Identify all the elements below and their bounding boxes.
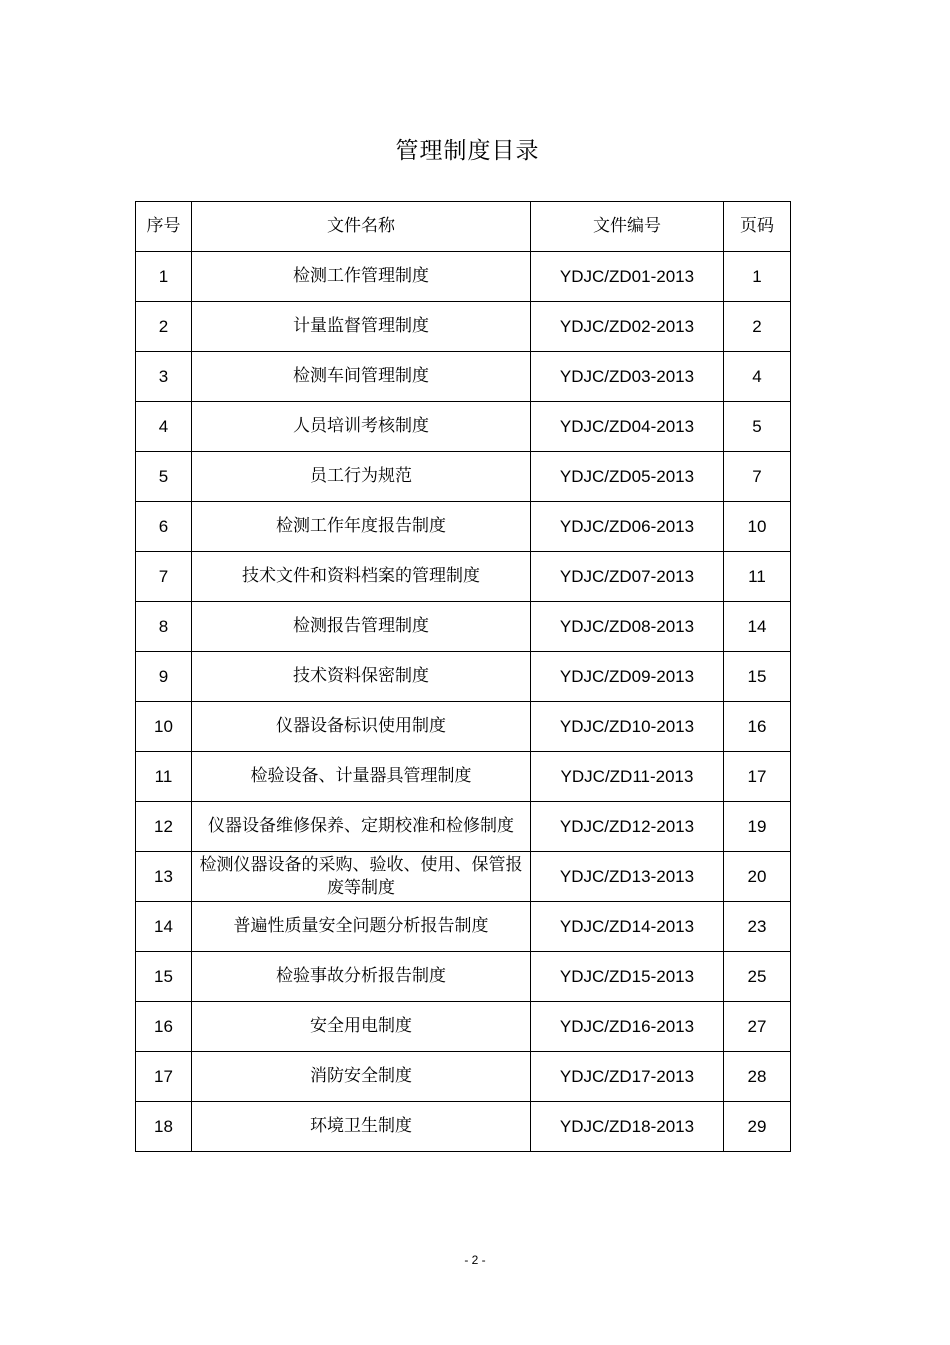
table-row bbox=[136, 702, 791, 752]
cell-name: 检测报告管理制度 bbox=[192, 602, 531, 652]
cell-num: 10 bbox=[136, 702, 192, 752]
cell-code: YDJC/ZD04-2013 bbox=[531, 402, 724, 452]
table-row bbox=[136, 552, 791, 602]
cell-name: 安全用电制度 bbox=[192, 1002, 531, 1052]
cell-num: 11 bbox=[136, 752, 192, 802]
cell-num: 2 bbox=[136, 302, 192, 352]
cell-page: 23 bbox=[724, 902, 791, 952]
cell-name: 人员培训考核制度 bbox=[192, 402, 531, 452]
cell-name: 检测工作年度报告制度 bbox=[192, 502, 531, 552]
cell-page: 17 bbox=[724, 752, 791, 802]
cell-num: 9 bbox=[136, 652, 192, 702]
cell-page: 10 bbox=[724, 502, 791, 552]
table-row bbox=[136, 602, 791, 652]
cell-code: YDJC/ZD14-2013 bbox=[531, 902, 724, 952]
cell-name: 检测工作管理制度 bbox=[192, 252, 531, 302]
page-title: 管理制度目录 bbox=[395, 138, 540, 164]
cell-num: 15 bbox=[136, 952, 192, 1002]
table-header-row bbox=[136, 202, 791, 252]
cell-name: 仪器设备标识使用制度 bbox=[192, 702, 531, 752]
table-row bbox=[136, 352, 791, 402]
cell-num: 18 bbox=[136, 1102, 192, 1152]
cell-page: 25 bbox=[724, 952, 791, 1002]
cell-page: 29 bbox=[724, 1102, 791, 1152]
cell-name: 检验设备、计量器具管理制度 bbox=[192, 752, 531, 802]
cell-code: YDJC/ZD15-2013 bbox=[531, 952, 724, 1002]
page-number: - 2 - bbox=[464, 1253, 486, 1267]
header-code: 文件编号 bbox=[531, 202, 724, 252]
cell-name: 环境卫生制度 bbox=[192, 1102, 531, 1152]
cell-name: 技术资料保密制度 bbox=[192, 652, 531, 702]
cell-code: YDJC/ZD01-2013 bbox=[531, 252, 724, 302]
cell-page: 7 bbox=[724, 452, 791, 502]
table-row bbox=[136, 1052, 791, 1102]
cell-code: YDJC/ZD02-2013 bbox=[531, 302, 724, 352]
table-row bbox=[136, 252, 791, 302]
table-row bbox=[136, 752, 791, 802]
table-row bbox=[136, 652, 791, 702]
cell-code: YDJC/ZD16-2013 bbox=[531, 1002, 724, 1052]
cell-name: 普遍性质量安全问题分析报告制度 bbox=[192, 902, 531, 952]
table-row bbox=[136, 952, 791, 1002]
cell-code: YDJC/ZD17-2013 bbox=[531, 1052, 724, 1102]
cell-code: YDJC/ZD08-2013 bbox=[531, 602, 724, 652]
table-row bbox=[136, 502, 791, 552]
cell-code: YDJC/ZD05-2013 bbox=[531, 452, 724, 502]
cell-page: 15 bbox=[724, 652, 791, 702]
table-row bbox=[136, 902, 791, 952]
cell-num: 4 bbox=[136, 402, 192, 452]
cell-code: YDJC/ZD06-2013 bbox=[531, 502, 724, 552]
toc-table bbox=[135, 201, 791, 1152]
header-num: 序号 bbox=[136, 202, 192, 252]
cell-code: YDJC/ZD07-2013 bbox=[531, 552, 724, 602]
cell-page: 27 bbox=[724, 1002, 791, 1052]
cell-code: YDJC/ZD11-2013 bbox=[531, 752, 724, 802]
cell-num: 3 bbox=[136, 352, 192, 402]
cell-name: 消防安全制度 bbox=[192, 1052, 531, 1102]
table-row bbox=[136, 302, 791, 352]
cell-name: 技术文件和资料档案的管理制度 bbox=[192, 552, 531, 602]
cell-code: YDJC/ZD09-2013 bbox=[531, 652, 724, 702]
cell-page: 16 bbox=[724, 702, 791, 752]
cell-num: 8 bbox=[136, 602, 192, 652]
table-row bbox=[136, 852, 791, 902]
table-row bbox=[136, 402, 791, 452]
cell-code: YDJC/ZD13-2013 bbox=[531, 852, 724, 902]
table-row bbox=[136, 802, 791, 852]
cell-page: 2 bbox=[724, 302, 791, 352]
cell-page: 19 bbox=[724, 802, 791, 852]
cell-name: 计量监督管理制度 bbox=[192, 302, 531, 352]
cell-name: 仪器设备维修保养、定期校准和检修制度 bbox=[192, 802, 531, 852]
cell-code: YDJC/ZD18-2013 bbox=[531, 1102, 724, 1152]
cell-num: 14 bbox=[136, 902, 192, 952]
cell-num: 5 bbox=[136, 452, 192, 502]
cell-page: 14 bbox=[724, 602, 791, 652]
cell-page: 1 bbox=[724, 252, 791, 302]
cell-page: 4 bbox=[724, 352, 791, 402]
cell-num: 7 bbox=[136, 552, 192, 602]
table-body bbox=[136, 252, 791, 1152]
cell-name: 检验事故分析报告制度 bbox=[192, 952, 531, 1002]
cell-num: 17 bbox=[136, 1052, 192, 1102]
table-row bbox=[136, 1002, 791, 1052]
cell-num: 1 bbox=[136, 252, 192, 302]
cell-page: 28 bbox=[724, 1052, 791, 1102]
table-row bbox=[136, 1102, 791, 1152]
cell-page: 5 bbox=[724, 402, 791, 452]
cell-page: 20 bbox=[724, 852, 791, 902]
cell-name: 检测车间管理制度 bbox=[192, 352, 531, 402]
table-row bbox=[136, 452, 791, 502]
cell-num: 16 bbox=[136, 1002, 192, 1052]
cell-code: YDJC/ZD12-2013 bbox=[531, 802, 724, 852]
cell-code: YDJC/ZD03-2013 bbox=[531, 352, 724, 402]
cell-page: 11 bbox=[724, 552, 791, 602]
cell-num: 6 bbox=[136, 502, 192, 552]
cell-code: YDJC/ZD10-2013 bbox=[531, 702, 724, 752]
cell-name: 检测仪器设备的采购、验收、使用、保管报废等制度 bbox=[192, 852, 531, 902]
cell-name: 员工行为规范 bbox=[192, 452, 531, 502]
header-name: 文件名称 bbox=[192, 202, 531, 252]
header-page: 页码 bbox=[724, 202, 791, 252]
cell-num: 12 bbox=[136, 802, 192, 852]
cell-num: 13 bbox=[136, 852, 192, 902]
